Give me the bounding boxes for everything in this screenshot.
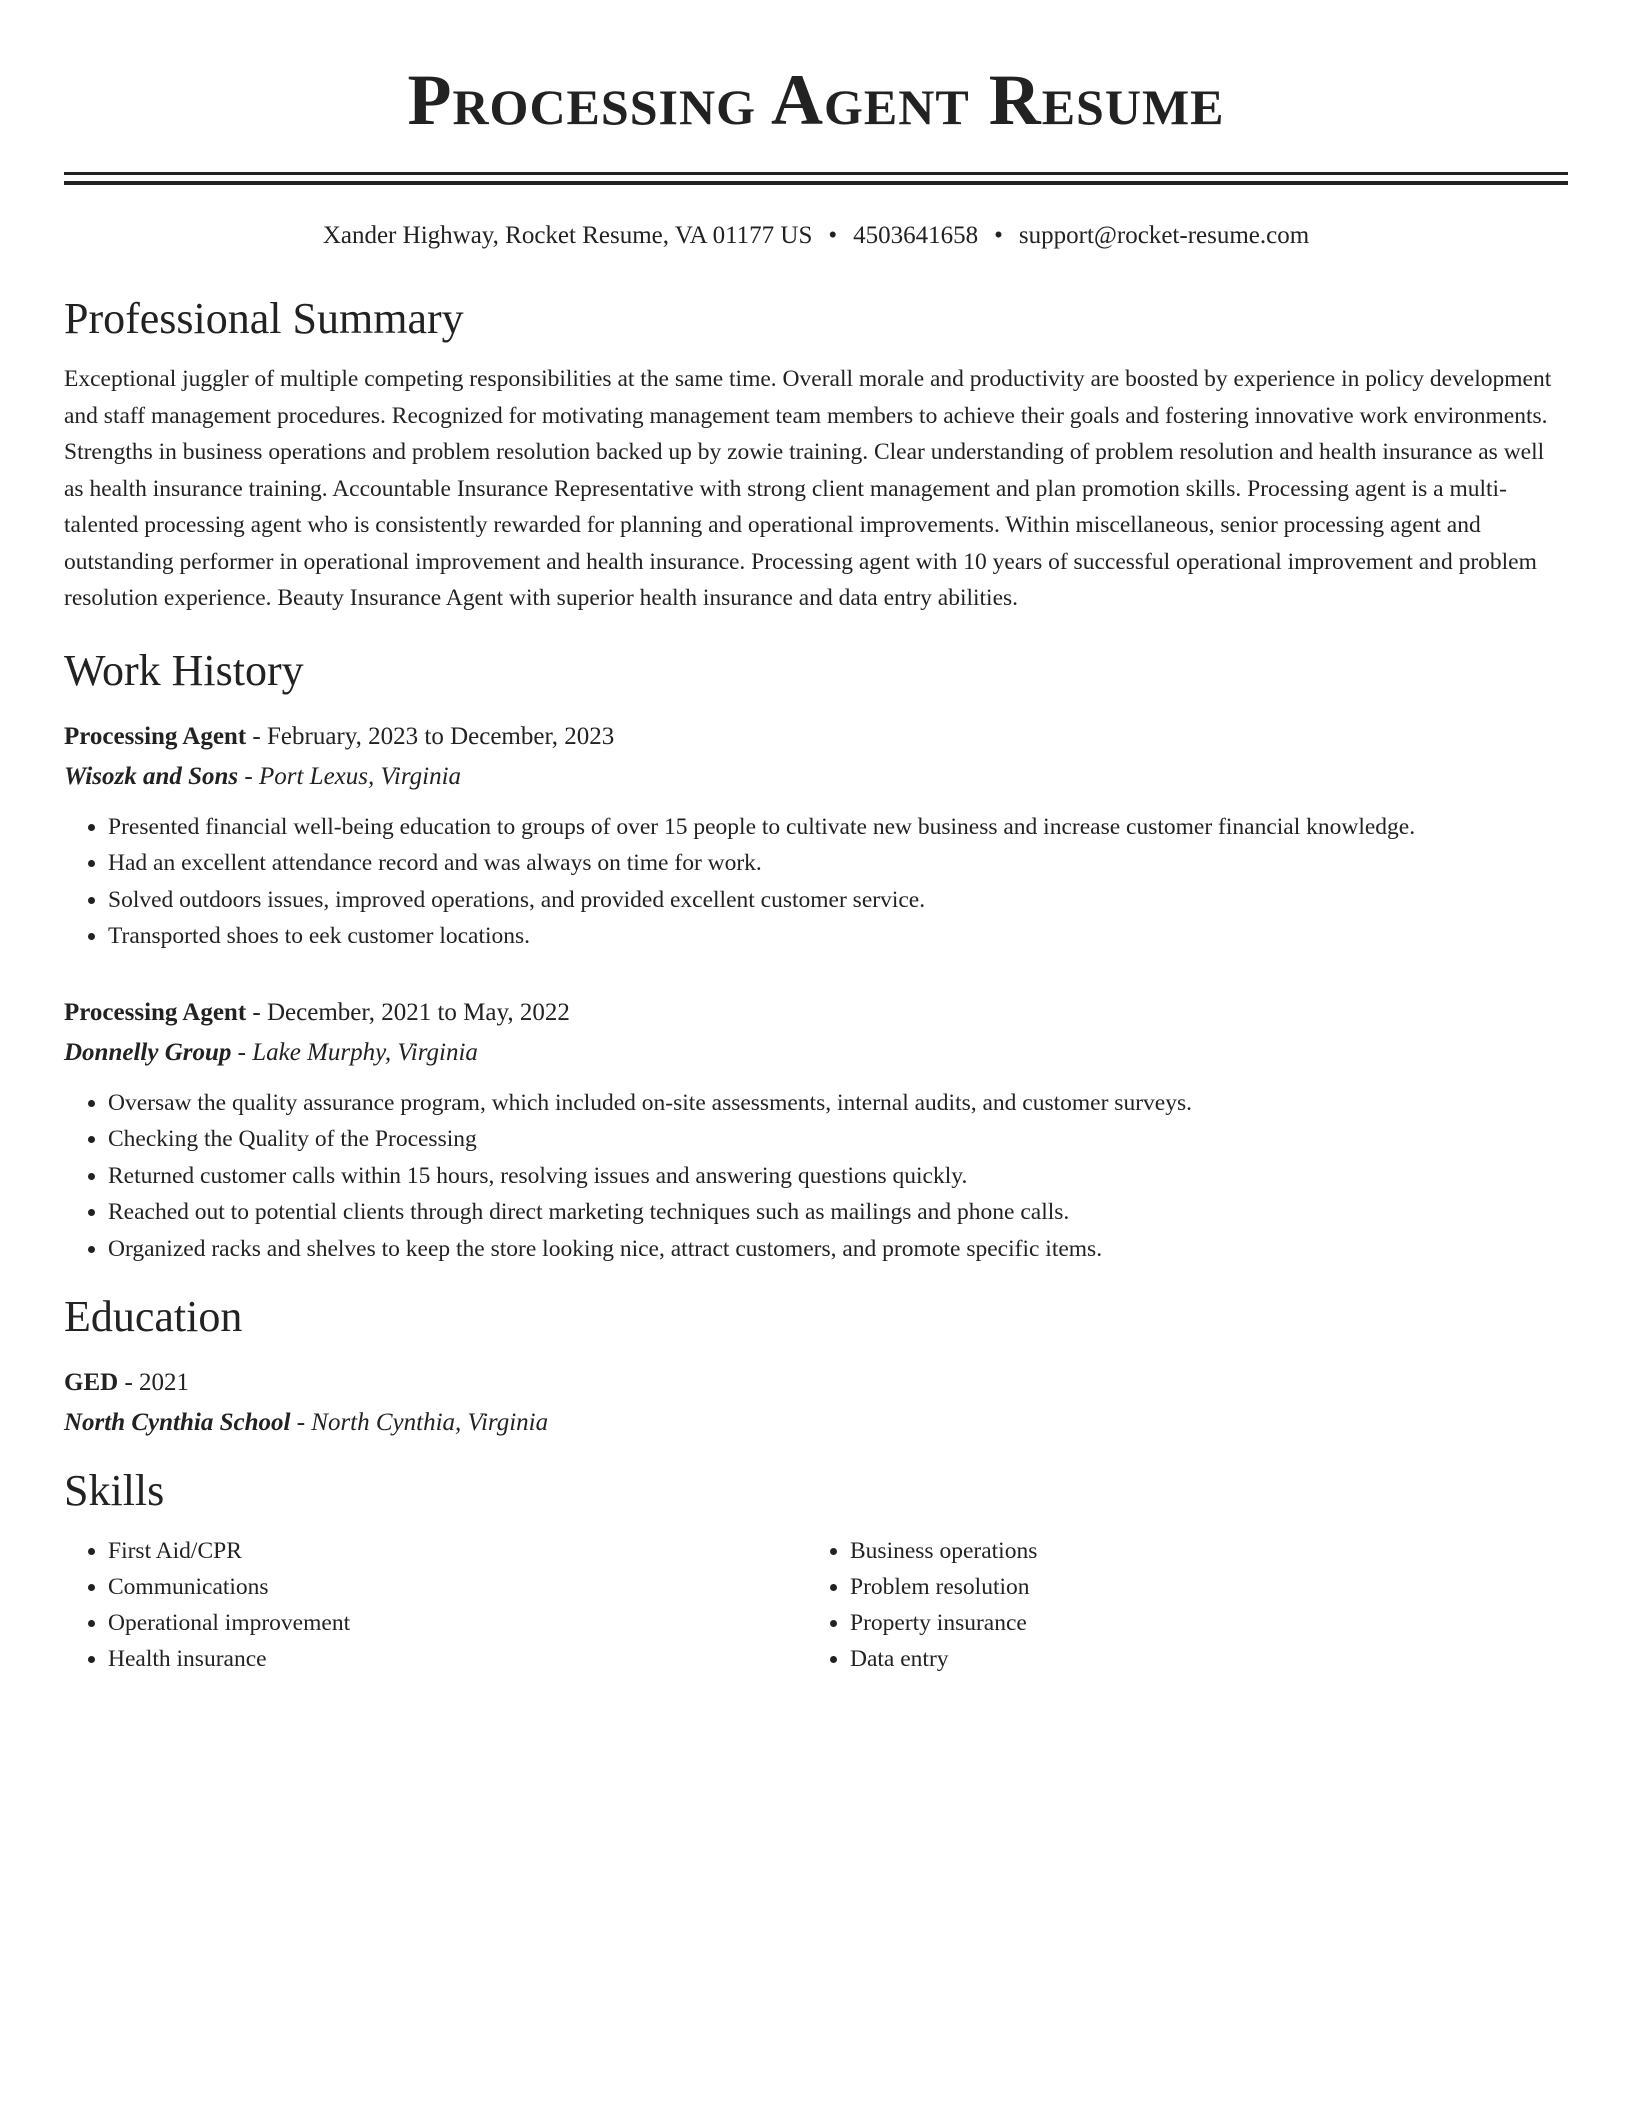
job-role: Processing Agent xyxy=(64,722,247,750)
contact-line xyxy=(64,219,1568,253)
skill-item: • Communications xyxy=(108,1569,806,1605)
education-degree: GED xyxy=(64,1369,119,1396)
skill-item: • Data entry xyxy=(850,1641,1548,1677)
job-duty-item: • Checking the Quality of the Processing xyxy=(108,1121,1568,1158)
skills-column-right xyxy=(806,1533,1548,1677)
education-heading: Education xyxy=(64,1292,243,1341)
contact-address: Xander Highway, Rocket Resume, VA 01177 US xyxy=(322,222,813,249)
job-company-line xyxy=(64,1033,1568,1073)
resume-title: Processing Agent Resume xyxy=(407,60,1225,140)
education-location: - North Cynthia, Virginia xyxy=(290,1409,549,1436)
job-duty-item: • Returned customer calls within 15 hours, resolving issues and answering questions quickly. xyxy=(108,1158,1568,1195)
job-company: Wisozk and Sons xyxy=(64,762,239,790)
job-duty-item: • Oversaw the quality assurance program, which included on-site assessments, internal audits, and customer surveys. xyxy=(108,1085,1568,1122)
job-dates: - December, 2021 to May, 2022 xyxy=(246,998,570,1026)
work-history-heading: Work History xyxy=(64,645,304,695)
skills-grid xyxy=(64,1533,1568,1677)
skills-heading: Skills xyxy=(64,1466,165,1515)
skill-item: • First Aid/CPR xyxy=(108,1533,806,1569)
job-title-line xyxy=(64,717,1568,757)
education-school: North Cynthia School xyxy=(64,1409,291,1436)
job-location: - Lake Murphy, Virginia xyxy=(231,1038,478,1066)
job-duty-item: • Solved outdoors issues, improved operations, and provided excellent customer service. xyxy=(108,882,1568,919)
job-location: - Port Lexus, Virginia xyxy=(238,762,462,790)
skill-item: • Problem resolution xyxy=(850,1569,1548,1605)
skill-item: • Operational improvement xyxy=(108,1605,806,1641)
job-company-line xyxy=(64,757,1568,797)
skill-item: • Business operations xyxy=(850,1533,1548,1569)
job-duty-item: • Transported shoes to eek customer locations. xyxy=(108,918,1568,955)
job-entry xyxy=(64,993,1568,1268)
job-duty-item: • Reached out to potential clients through direct marketing techniques such as mailings and phone calls. xyxy=(108,1194,1568,1231)
title-divider-top xyxy=(64,172,1568,175)
job-title-line xyxy=(64,993,1568,1033)
skill-item: • Health insurance xyxy=(108,1641,806,1677)
job-duties-list xyxy=(64,1085,1568,1268)
job-dates: - February, 2023 to December, 2023 xyxy=(246,722,615,750)
education-entry xyxy=(64,1363,1568,1443)
job-duty-item: • Organized racks and shelves to keep the store looking nice, attract customers, and promote specific items. xyxy=(108,1231,1568,1268)
summary-heading: Professional Summary xyxy=(64,294,464,343)
education-year: - 2021 xyxy=(118,1369,190,1396)
contact-email: support@rocket-resume.com xyxy=(1018,222,1310,249)
skills-column-left xyxy=(64,1533,806,1677)
education-degree-line xyxy=(64,1363,1568,1403)
job-duty-item: • Presented financial well-being education to groups of over 15 people to cultivate new business and increase customer financial knowledge. xyxy=(108,809,1568,846)
education-school-line xyxy=(64,1403,1568,1443)
title-divider-bottom xyxy=(64,181,1568,185)
contact-separator: • xyxy=(994,222,1003,249)
job-duty-item: • Had an excellent attendance record and was always on time for work. xyxy=(108,845,1568,882)
contact-separator: • xyxy=(828,222,838,249)
job-entry xyxy=(64,717,1568,955)
job-role: Processing Agent xyxy=(64,998,247,1026)
skill-item: • Property insurance xyxy=(850,1605,1548,1641)
summary-text: Exceptional juggler of multiple competing responsibilities at the same time. Overall morale and productivity are boosted by experience in policy development and staff management procedures. Recognized for motivating management team members to achieve their goals and fostering innovative work environments. Strengths in business operations and problem resolution backed up by zowie training. Clear understanding of problem resolution and health insurance as well as health insurance training. Accountable Insurance Representative with strong client management and plan promotion skills. Processing agent is a multi-talented processing agent who is consistently rewarded for planning and operational improvements. Within miscellaneous, senior processing agent and outstanding performer in operational improvement and health insurance. Processing agent with 10 years of successful operational improvement and problem resolution experience. Beauty Insurance Agent with superior health insurance and data entry abilities. xyxy=(64,366,1552,611)
job-duties-list xyxy=(64,809,1568,955)
job-company: Donnelly Group xyxy=(64,1038,232,1066)
contact-phone: 4503641658 xyxy=(853,222,979,249)
